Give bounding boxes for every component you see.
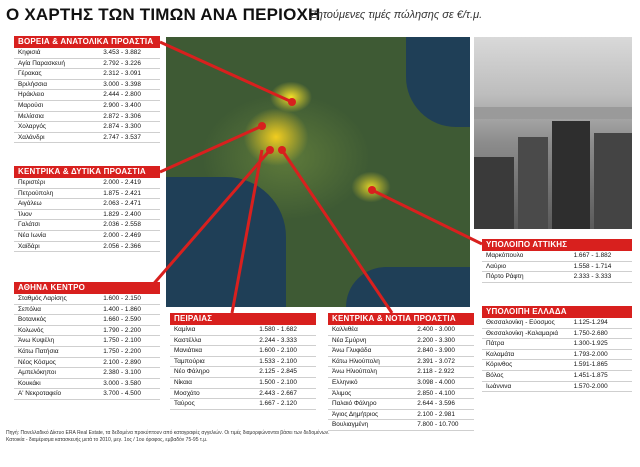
price-range: 2.100 - 2.981 <box>417 410 455 418</box>
price-range: 1.570-2.000 <box>573 382 608 390</box>
area-name: Χαϊδάρι <box>18 242 40 250</box>
panel-header: ΚΕΝΤΡΙΚΑ & ΔΥΤΙΚΑ ΠΡΟΑΣΤΙΑ <box>14 166 160 178</box>
price-range: 1.400 - 1.860 <box>103 305 141 313</box>
area-name: Άλιμος <box>332 389 352 397</box>
price-range: 2.200 - 3.300 <box>417 336 455 344</box>
table-row <box>170 378 316 389</box>
area-name: Κάτω Πατήσια <box>18 347 59 355</box>
table-row <box>482 272 632 283</box>
table-row <box>482 339 632 350</box>
area-name: Μαρούσι <box>18 101 44 109</box>
table-row <box>482 318 632 329</box>
area-name: Άνω Κυψέλη <box>18 337 55 345</box>
price-range: 2.244 - 3.333 <box>259 336 297 344</box>
price-range: 2.644 - 3.596 <box>417 400 455 408</box>
price-range: 3.453 - 3.882 <box>103 49 141 56</box>
table-row <box>170 357 316 368</box>
price-range: 2.391 - 3.072 <box>417 357 455 365</box>
price-range: 2.056 - 2.366 <box>103 242 141 250</box>
table-row <box>14 69 160 80</box>
price-range: 1.750 - 2.100 <box>103 337 141 345</box>
table-row <box>328 357 474 368</box>
table-row <box>14 210 160 221</box>
area-name: Θεσσαλονίκη -Καλαμαριά <box>486 329 559 337</box>
table-row <box>14 368 160 379</box>
area-name: Καλλιθέα <box>332 326 358 333</box>
area-name: Κόρινθος <box>486 361 513 369</box>
table-row <box>14 220 160 231</box>
area-name: Κολωνός <box>18 326 44 334</box>
table-row <box>170 399 316 410</box>
panel-header: ΥΠΟΛΟΙΠΗ ΕΛΛΑΔΑ <box>482 306 632 318</box>
price-table <box>482 318 632 392</box>
table-row <box>14 347 160 358</box>
table-row <box>14 178 160 189</box>
area-name: Πετρούπολη <box>18 189 54 197</box>
price-range: 2.400 - 3.000 <box>417 326 455 333</box>
table-row <box>482 382 632 393</box>
price-range: 1.667 - 2.120 <box>259 400 297 408</box>
price-range: 1.793-2.000 <box>573 350 608 358</box>
price-range: 1.667 - 1.882 <box>573 252 612 259</box>
area-name: Κάτω Ηλιούπολη <box>332 357 380 365</box>
price-range: 3.098 - 4.000 <box>417 378 455 386</box>
area-name: Χολαργός <box>18 123 46 131</box>
table-row <box>14 48 160 59</box>
area-name: Πόρτο Ράφτη <box>486 273 524 281</box>
panel-header: ΒΟΡΕΙΑ & ΑΝΑΤΟΛΙΚΑ ΠΡΟΑΣΤΙΑ <box>14 36 160 48</box>
area-name: Σταθμός Λαρίσης <box>18 295 67 302</box>
area-name: Μελίσσια <box>18 112 44 120</box>
area-name: Ίλιον <box>18 210 32 218</box>
price-range: 1.580 - 1.682 <box>259 326 297 333</box>
price-range: 1.125-1.294 <box>573 319 608 326</box>
table-row <box>482 329 632 340</box>
price-range: 2.874 - 3.300 <box>103 123 141 131</box>
price-range: 2.747 - 3.537 <box>103 133 141 141</box>
panel-rest-of-attica <box>482 239 632 283</box>
price-range: 2.443 - 2.667 <box>259 389 297 397</box>
area-name: Αιγάλεω <box>18 200 42 208</box>
price-range: 2.840 - 3.900 <box>417 347 455 355</box>
price-table <box>14 178 160 252</box>
area-name: Σεπόλια <box>18 305 41 313</box>
table-row <box>170 346 316 357</box>
price-range: 1.750-2.680 <box>573 329 608 337</box>
area-name: Καλαμάτα <box>486 350 515 358</box>
table-row <box>482 371 632 382</box>
athens-satellite-map <box>166 37 470 307</box>
panel-header: ΑΘΗΝΑ ΚΕΝΤΡΟ <box>14 282 160 294</box>
table-row <box>14 326 160 337</box>
table-row <box>482 251 632 262</box>
area-name: Νέο Φάληρο <box>174 368 210 376</box>
panel-header: ΚΕΝΤΡΙΚΑ & ΝΟΤΙΑ ΠΡΟΑΣΤΙΑ <box>328 313 474 325</box>
price-table <box>328 325 474 431</box>
price-range: 1.600 - 2.150 <box>103 295 141 302</box>
table-row <box>14 242 160 253</box>
area-name: Περιστέρι <box>18 179 45 186</box>
price-range: 1.300-1.925 <box>573 340 608 348</box>
area-name: Μανιάτικα <box>174 347 203 355</box>
area-name: Νίκαια <box>174 378 192 386</box>
area-name: Αμπελόκηποι <box>18 369 56 377</box>
table-row <box>14 305 160 316</box>
table-row <box>14 358 160 369</box>
price-range: 2.100 - 2.890 <box>103 358 141 366</box>
table-row <box>328 336 474 347</box>
area-name: Κουκάκι <box>18 379 41 387</box>
price-range: 1.875 - 2.421 <box>103 189 141 197</box>
price-range: 2.312 - 3.091 <box>103 70 141 78</box>
price-range: 2.000 - 2.419 <box>103 179 141 186</box>
table-row <box>328 325 474 336</box>
source-note: Πηγή: Πανελλαδικό Δίκτυο ERA Real Estate, τα δεδομένα προκύπτουν από καταγραφές αγγελιών. Οι τιμές διαμορφώνονται βάσει των δεδομένων. Κατοικία - διαμέρισμα κατασκευής μετά το 2010, μεγ. 1ος / 1ου όροφος, εμβαδόν 75-95 τ.μ. <box>6 430 330 443</box>
table-row <box>328 399 474 410</box>
price-range: 2.118 - 2.922 <box>417 368 455 376</box>
price-range: 1.533 - 2.100 <box>259 357 297 365</box>
price-range: 3.000 - 3.398 <box>103 80 141 88</box>
panel-rest-of-greece <box>482 306 632 392</box>
price-range: 1.829 - 2.400 <box>103 210 141 218</box>
area-name: Ηράκλειο <box>18 91 45 99</box>
area-name: Βουλιαγμένη <box>332 421 369 429</box>
price-range: 7.800 - 10.700 <box>417 421 459 429</box>
price-range: 1.660 - 2.590 <box>103 316 141 324</box>
table-row <box>482 262 632 273</box>
table-row <box>14 231 160 242</box>
area-name: Ταμπούρια <box>174 357 205 365</box>
price-range: 2.900 - 3.400 <box>103 101 141 109</box>
table-row <box>14 90 160 101</box>
table-row <box>14 122 160 133</box>
area-name: Καμίνια <box>174 326 196 333</box>
panel-central-south-suburbs <box>328 313 474 431</box>
area-name: Βοτανικός <box>18 316 47 324</box>
table-row <box>14 389 160 400</box>
price-range: 2.380 - 3.100 <box>103 369 141 377</box>
price-range: 2.000 - 2.469 <box>103 231 141 239</box>
price-table <box>14 294 160 400</box>
table-row <box>482 350 632 361</box>
price-range: 2.333 - 3.333 <box>573 273 612 281</box>
table-row <box>14 112 160 123</box>
area-name: Κηφισιά <box>18 49 41 56</box>
price-range: 2.792 - 3.226 <box>103 59 141 67</box>
table-row <box>328 367 474 378</box>
table-row <box>14 315 160 326</box>
area-name: Μαρκόπουλο <box>486 252 524 259</box>
table-row <box>14 336 160 347</box>
table-row <box>14 199 160 210</box>
table-row <box>170 367 316 378</box>
table-row <box>328 378 474 389</box>
price-range: 2.444 - 2.800 <box>103 91 141 99</box>
price-table <box>482 251 632 283</box>
table-row <box>14 379 160 390</box>
table-row <box>328 346 474 357</box>
area-name: Νέα Ιωνία <box>18 231 47 239</box>
panel-header: ΥΠΟΛΟΙΠΟ ΑΤΤΙΚΗΣ <box>482 239 632 251</box>
area-name: Χαλάνδρι <box>18 133 45 141</box>
area-name: Νέος Κόσμος <box>18 358 56 366</box>
area-name: Άγιος Δημήτριος <box>332 410 379 418</box>
table-row <box>170 325 316 336</box>
price-range: 2.125 - 2.845 <box>259 368 297 376</box>
area-name: Βριλήσσια <box>18 80 48 88</box>
area-name: Γαλάτσι <box>18 221 40 229</box>
area-name: Α' Νεκροταφείο <box>18 390 62 398</box>
table-row <box>14 133 160 144</box>
price-range: 2.850 - 4.100 <box>417 389 455 397</box>
price-range: 1.600 - 2.100 <box>259 347 297 355</box>
price-range: 1.750 - 2.200 <box>103 347 141 355</box>
panel-athens-center <box>14 282 160 400</box>
area-name: Λαύριο <box>486 262 507 270</box>
price-range: 2.063 - 2.471 <box>103 200 141 208</box>
table-row <box>14 189 160 200</box>
panel-piraeus <box>170 313 316 410</box>
area-name: Μοσχάτο <box>174 389 200 397</box>
price-table <box>170 325 316 410</box>
table-row <box>14 59 160 70</box>
area-name: Θεσσαλονίκη - Εύοσμος <box>486 319 555 326</box>
table-row <box>328 410 474 421</box>
table-row <box>14 101 160 112</box>
table-row <box>482 360 632 371</box>
area-name: Καστέλλα <box>174 336 202 344</box>
area-name: Ταύρος <box>174 400 195 408</box>
page-subtitle: Ζητούμενες τιμές πώλησης σε €/τ.μ. <box>310 9 483 21</box>
panel-north-east-suburbs <box>14 36 160 143</box>
area-name: Βόλος <box>486 371 504 379</box>
area-name: Παλαιό Φάληρο <box>332 400 377 408</box>
area-name: Αγία Παρασκευή <box>18 59 65 67</box>
price-range: 1.500 - 2.100 <box>259 378 297 386</box>
price-range: 1.451-1.875 <box>573 371 608 379</box>
area-name: Ελληνικό <box>332 378 358 386</box>
area-name: Γέρακας <box>18 70 42 78</box>
table-row <box>328 420 474 431</box>
table-row <box>14 294 160 305</box>
area-name: Πάτρα <box>486 340 505 348</box>
price-range: 1.591-1.865 <box>573 361 608 369</box>
table-row <box>14 80 160 91</box>
table-row <box>170 389 316 400</box>
price-range: 1.558 - 1.714 <box>573 262 612 270</box>
price-range: 3.000 - 3.580 <box>103 379 141 387</box>
city-buildings-photo <box>474 37 632 229</box>
price-range: 3.700 - 4.500 <box>103 390 141 398</box>
price-range: 2.872 - 3.306 <box>103 112 141 120</box>
page-title: Ο ΧΑΡΤΗΣ ΤΩΝ ΤΙΜΩΝ ΑΝΑ ΠΕΡΙΟΧΗ <box>6 5 321 24</box>
area-name: Νέα Σμύρνη <box>332 336 367 344</box>
table-row <box>170 336 316 347</box>
area-name: Άνω Γλυφάδα <box>332 347 372 355</box>
panel-central-west-suburbs <box>14 166 160 252</box>
price-table <box>14 48 160 143</box>
price-range: 2.036 - 2.558 <box>103 221 141 229</box>
area-name: Άνω Ηλιούπολη <box>332 368 377 376</box>
panel-header: ΠΕΙΡΑΙΑΣ <box>170 313 316 325</box>
area-name: Ιωάννινα <box>486 382 512 390</box>
price-range: 1.790 - 2.200 <box>103 326 141 334</box>
table-row <box>328 389 474 400</box>
